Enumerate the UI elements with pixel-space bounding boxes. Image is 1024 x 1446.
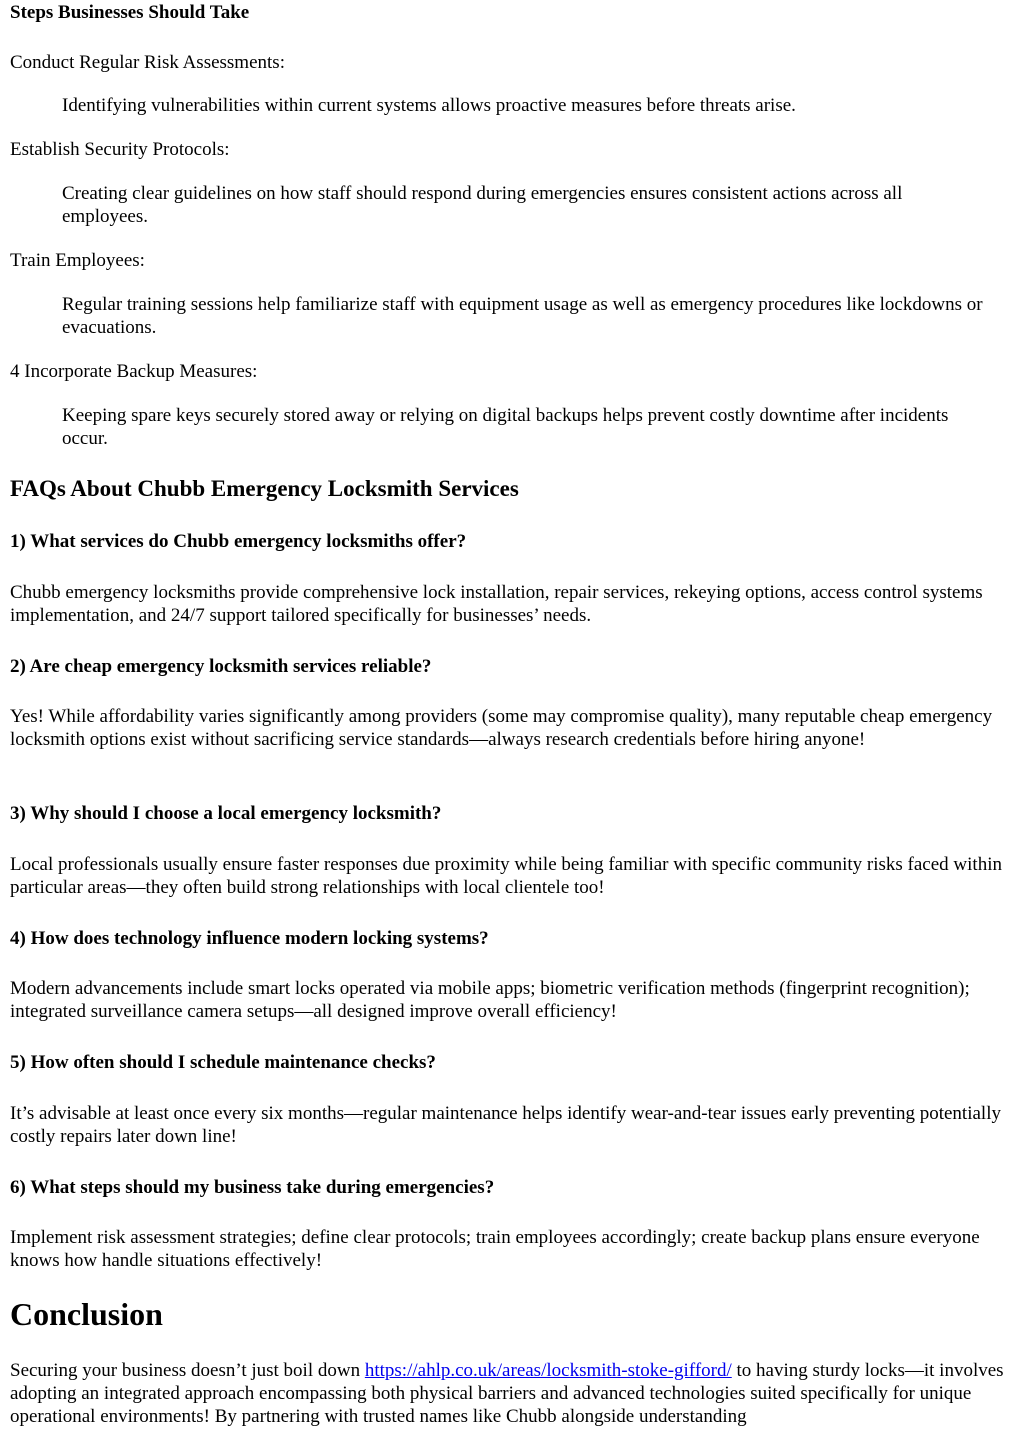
conclusion-text-after: to having sturdy locks—it involves adopting an integrated approach encompassing both physical barriers and advanced technologies suited specifically for unique operational environments! By partnering with trusted names like Chubb alongside understanding: [10, 1360, 1004, 1427]
step-description: Keeping spare keys securely stored away or relying on digital backups helps prevent costly downtime after incidents occur.: [62, 405, 949, 449]
faq-answer: It’s advisable at least once every six months—regular maintenance helps identify wear-and-tear issues early preventing potentially costly repairs later down line!: [10, 1103, 1001, 1147]
step-label: Conduct Regular Risk Assessments:: [10, 52, 285, 73]
faq-question: 5) How often should I schedule maintenance checks?: [10, 1052, 436, 1073]
step-description: Creating clear guidelines on how staff should respond during emergencies ensures consistent actions across all employees.: [62, 183, 903, 227]
step-description: Identifying vulnerabilities within current systems allows proactive measures before threats arise.: [62, 95, 796, 116]
faq-question: 3) Why should I choose a local emergency locksmith?: [10, 803, 442, 824]
faq-question: 2) Are cheap emergency locksmith services reliable?: [10, 656, 432, 677]
faq-answer: Implement risk assessment strategies; define clear protocols; train employees accordingly; create backup plans ensure everyone knows how handle situations effectively!: [10, 1227, 980, 1271]
faq-heading: FAQs About Chubb Emergency Locksmith Services: [10, 476, 519, 501]
faq-answer: Modern advancements include smart locks operated via mobile apps; biometric verification methods (fingerprint recognition); integrated surveillance camera setups—all designed improve overall efficiency!: [10, 978, 970, 1022]
conclusion-heading: Conclusion: [10, 1296, 163, 1332]
steps-heading: Steps Businesses Should Take: [10, 2, 250, 23]
step-label: 4 Incorporate Backup Measures:: [10, 361, 258, 382]
faq-question: 1) What services do Chubb emergency locksmiths offer?: [10, 531, 467, 552]
conclusion-paragraph: [10, 1359, 1014, 1428]
locksmith-stoke-gifford-link[interactable]: https://ahlp.co.uk/areas/locksmith-stoke-gifford/: [364, 1360, 732, 1381]
faq-answer: Local professionals usually ensure faster responses due proximity while being familiar with specific community risks faced within particular areas—they often build strong relationships with local clientele too!: [10, 854, 1002, 898]
faq-question: 4) How does technology influence modern locking systems?: [10, 928, 489, 949]
step-description: Regular training sessions help familiarize staff with equipment usage as well as emergency procedures like lockdowns or evacuations.: [62, 294, 983, 338]
faq-answer: Chubb emergency locksmiths provide comprehensive lock installation, repair services, rekeying options, access control systems implementation, and 24/7 support tailored specifically for businesses’ needs.: [10, 582, 983, 626]
step-label: Train Employees:: [10, 250, 145, 271]
faq-answer: Yes! While affordability varies significantly among providers (some may compromise quality), many reputable cheap emergency locksmith options exist without sacrificing service standards—always research credentials before hiring anyone!: [10, 706, 993, 750]
step-label: Establish Security Protocols:: [10, 139, 230, 160]
conclusion-text-before: Securing your business doesn’t just boil down: [10, 1360, 365, 1381]
faq-question: 6) What steps should my business take during emergencies?: [10, 1177, 495, 1198]
